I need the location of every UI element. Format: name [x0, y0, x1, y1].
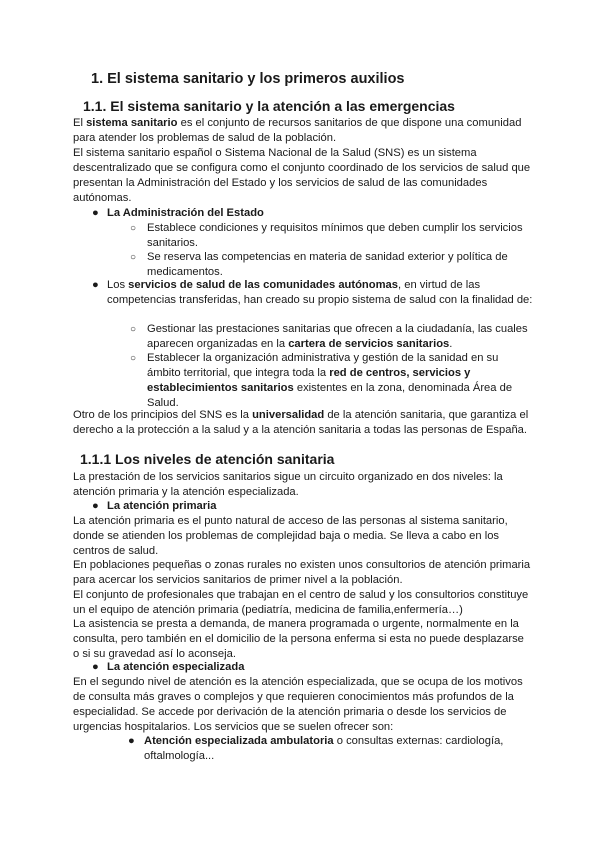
subsection-heading: 1.1.1 Los niveles de atención sanitaria [80, 451, 335, 467]
list-item-comunidades [92, 278, 537, 308]
text: Otro de los principios del SNS es la [73, 409, 253, 421]
bullet-icon: ● [92, 279, 99, 291]
paragraph-poblaciones: En poblaciones pequeñas o zonas rurales no existen unos consultorios de atención primaria para acercar los servicios sanitarios de primer nivel a la población. [73, 559, 531, 586]
list-item-atencion-primaria [92, 499, 548, 514]
text: Establecer la organización administrativa y gestión de la sanidad en su ámbito territorial, que integra toda la [147, 352, 499, 379]
text: . [449, 338, 453, 350]
list-item-title: La Administración del Estado [107, 207, 264, 219]
paragraph-atencion-primaria: La atención primaria es el punto natural de acceso de las personas al sistema sanitario, donde se atienden los problemas de complejidad baja o media. Se lleva a cabo en los centros de salud. [73, 515, 508, 557]
text: de la atención sanitaria, que garantiza el derecho a la protección a la salud y a la atención sanitaria a todas las personas de España. [73, 409, 529, 436]
paragraph-universalidad [73, 408, 533, 438]
paragraph-atencion-especializada: En el segundo nivel de atención es la atención especializada, que se ocupa de los motivos de consulta más graves o complejos y que requieren conocimientos más profundos de la especialidad. Se accede por derivación de la atención primaria o desde los servicios de urgencias hospitalarios. Los servicios que se suelen ofrecer son: [73, 676, 523, 733]
text: El [73, 117, 87, 129]
list-item-atencion-especializada [92, 660, 548, 675]
chapter-heading: 1. El sistema sanitario y los primeros auxilios [91, 71, 405, 87]
paragraph-niveles: La prestación de los servicios sanitarios sigue un circuito organizado en dos niveles: la atención primaria y la atención especializada. [73, 471, 503, 498]
sublist-item [130, 351, 532, 411]
sublist-item [130, 221, 537, 251]
sublist-item [130, 250, 537, 280]
bold-term: universalidad [252, 409, 325, 421]
sublist-text: Se reserva las competencias en materia de sanidad exterior y política de medicamentos. [147, 251, 508, 278]
bullet-icon: ● [128, 735, 135, 747]
list-item-ambulatoria [128, 734, 529, 764]
paragraph-sistema-sanitario [73, 116, 533, 146]
list-item-title: La atención primaria [107, 500, 217, 512]
text: existentes en la zona, denominada Área de Salud. [147, 382, 513, 409]
bold-term: Atención especializada ambulatoria [144, 735, 334, 747]
sublist-item [130, 322, 545, 352]
sublist-text: Establece condiciones y requisitos mínimos que deben cumplir los servicios sanitarios. [147, 222, 523, 249]
circle-bullet-icon: ○ [130, 324, 137, 335]
list-item-administracion [92, 206, 548, 221]
bold-term: servicios de salud de las comunidades autónomas [128, 279, 398, 291]
circle-bullet-icon: ○ [130, 223, 137, 234]
text: , en virtud de las competencias transferidas, han creado su propio sistema de salud con la finalidad de: [107, 279, 533, 306]
paragraph-sns: El sistema sanitario español o Sistema Nacional de la Salud (SNS) es un sistema descentralizado que se configura como el conjunto coordinado de los servicios de salud que presentan la Administración del Estado y los servicios de salud de las comunidades autónomas. [73, 147, 531, 204]
bullet-icon: ● [92, 661, 99, 673]
paragraph-equipo: El conjunto de profesionales que trabajan en el centro de salud y los consultorios constituye un el equipo de atención primaria (pediatría, medicina de familia,enfermería…) [73, 589, 529, 616]
bold-term: sistema sanitario [86, 117, 178, 129]
text: Gestionar las prestaciones sanitarias que ofrecen a la ciudadanía, las cuales aparecen organizadas en la [147, 323, 528, 350]
circle-bullet-icon: ○ [130, 353, 137, 364]
bold-term: red de centros, servicios y establecimientos sanitarios [147, 367, 471, 394]
list-item-title: La atención especializada [107, 661, 245, 673]
bullet-icon: ● [92, 207, 99, 219]
paragraph-asistencia: La asistencia se presta a demanda, de manera programada o urgente, normalmente en la consulta, pero también en el domicilio de la persona enferma si esta no puede desplazarse o si su gravedad así lo aconseja. [73, 618, 524, 660]
section-heading: 1.1. El sistema sanitario y la atención a las emergencias [83, 98, 455, 114]
bold-term: cartera de servicios sanitarios [288, 338, 450, 350]
bullet-icon: ● [92, 500, 99, 512]
text: es el conjunto de recursos sanitarios de que dispone una comunidad para atender los problemas de salud de la población. [73, 117, 522, 144]
circle-bullet-icon: ○ [130, 252, 137, 263]
text: Los [107, 279, 129, 291]
text: o consultas externas: cardiología, oftalmología... [144, 735, 504, 762]
